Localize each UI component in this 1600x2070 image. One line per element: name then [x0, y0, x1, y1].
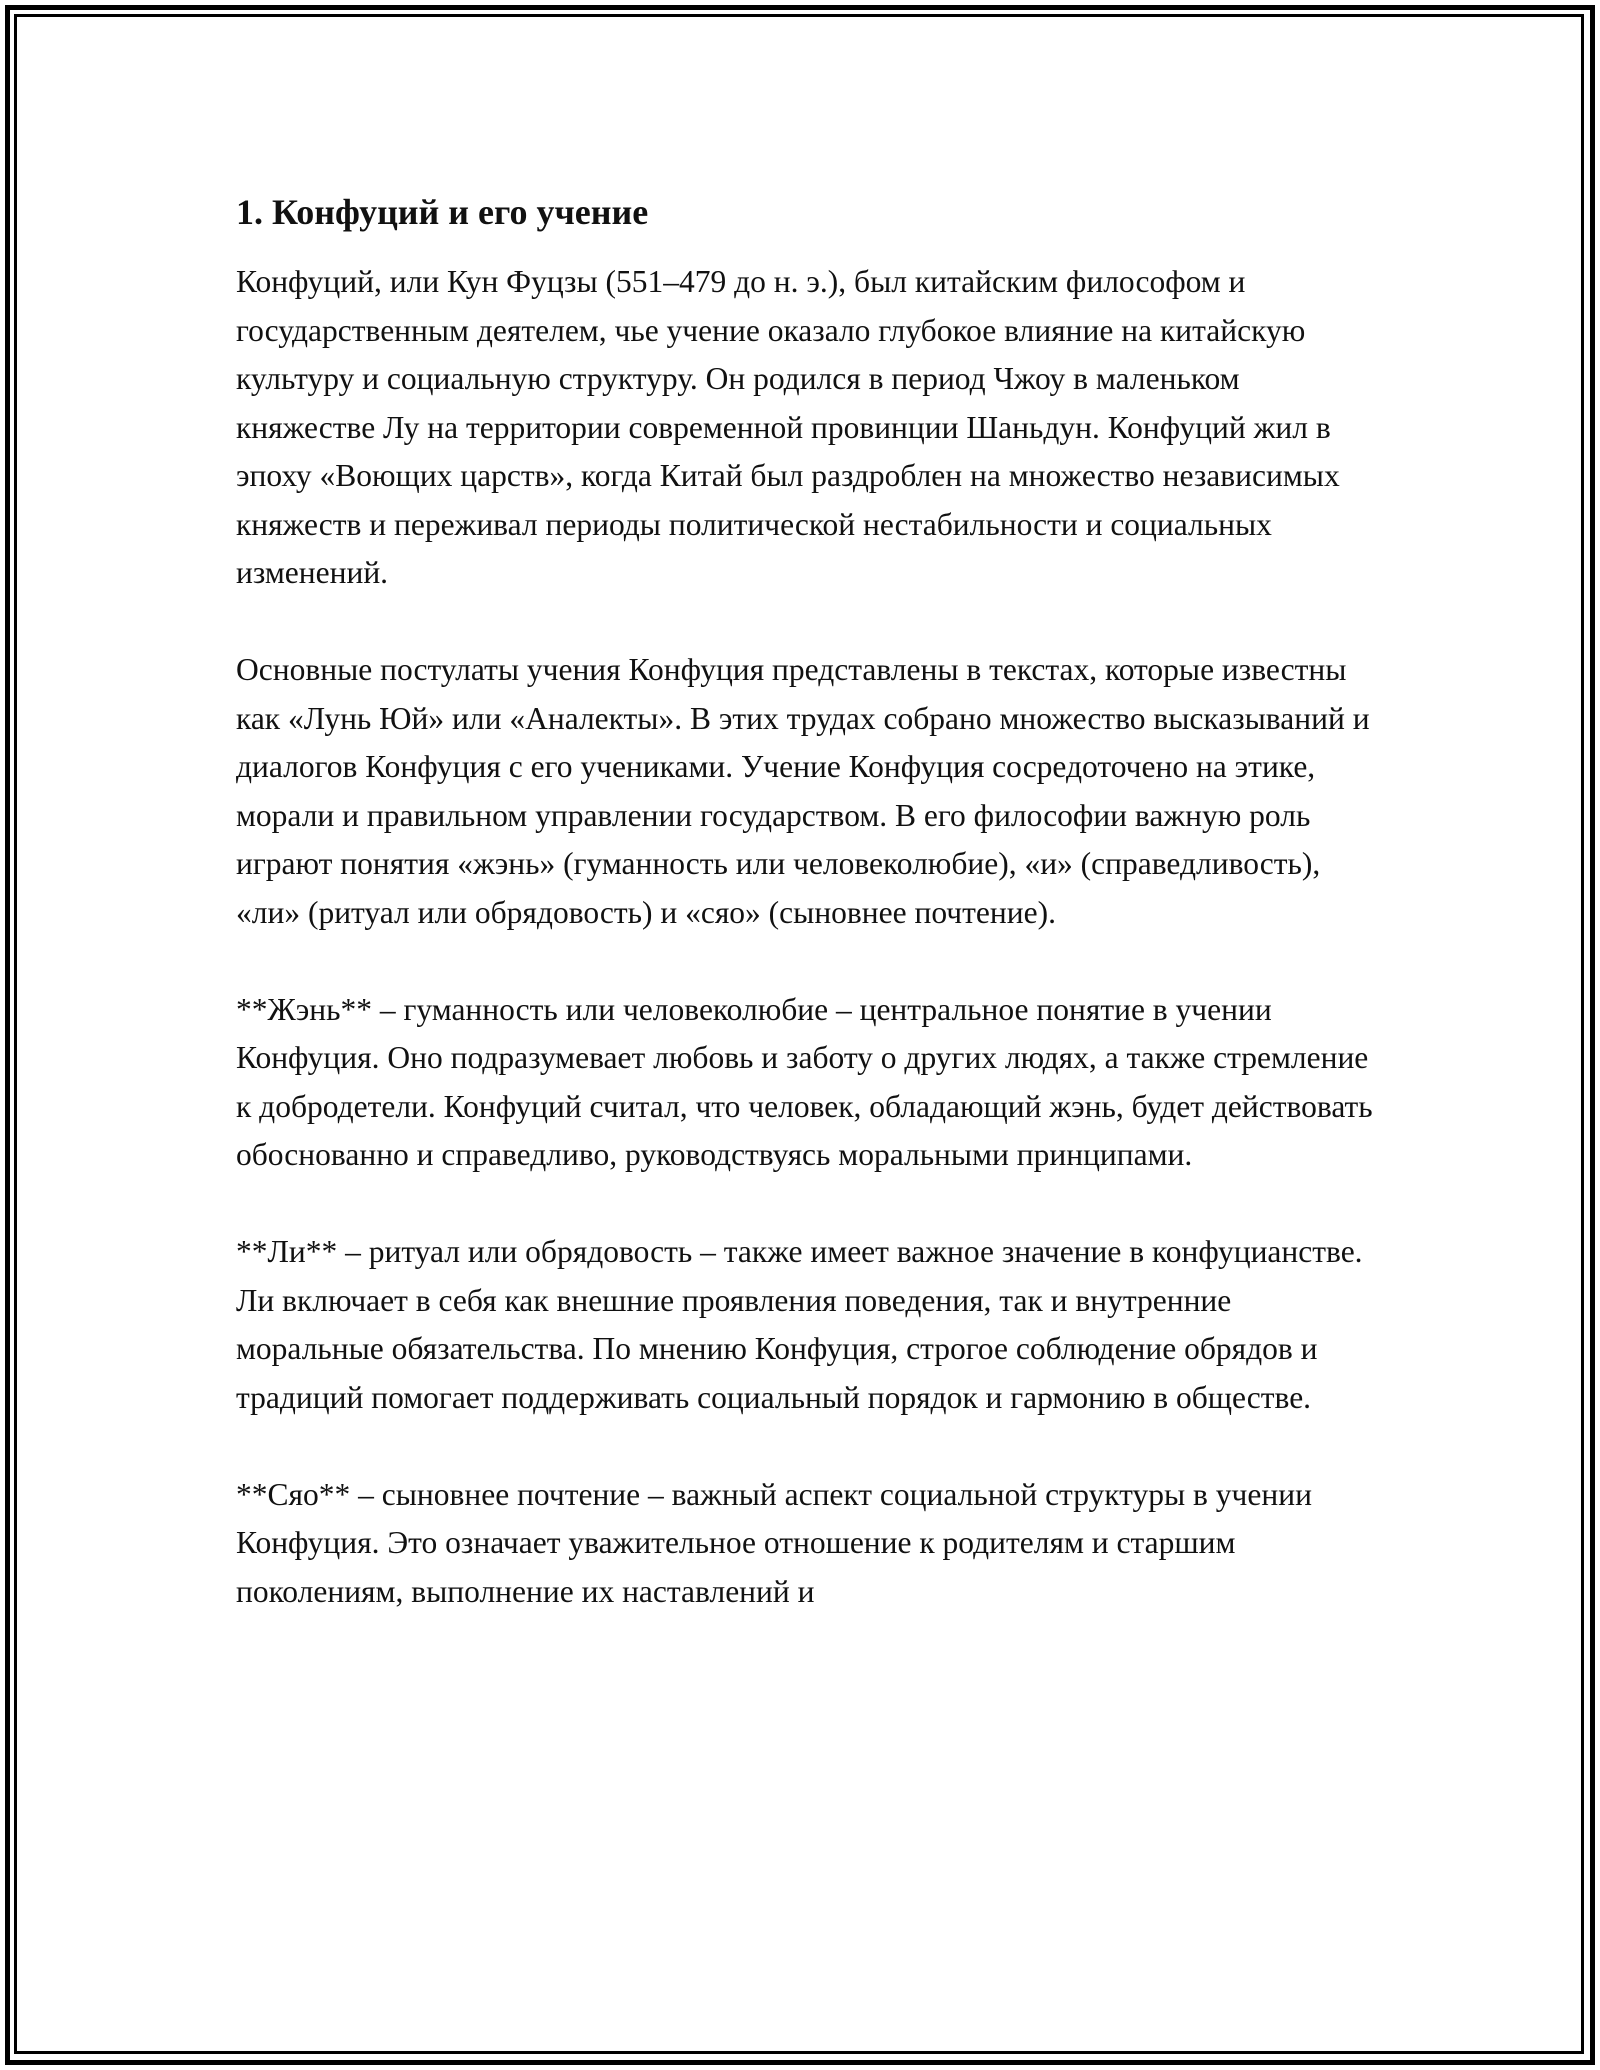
section-heading: 1. Конфуций и его учение — [236, 192, 649, 232]
paragraph-xiao: **Сяо** – сыновнее почтение – важный аспект социальной структуры в учении Конфуция. Это означает уважительное отношение к родителям и старшим поколениям, выполнение их наставлений и — [236, 1476, 1312, 1609]
paragraph-li: **Ли** – ритуал или обрядовость – также имеет важное значение в конфуцианстве. Ли включает в себя как внешние проявления поведения, так и внутренние моральные обязательства. По мнению Конфуция, строгое соблюдение обрядов и традиций помогает поддерживать социальный порядок и гармонию в обществе. — [236, 1234, 1363, 1415]
paragraph-biography: Конфуций, или Кун Фуцзы (551–479 до н. э.), был китайским философом и государственным деятелем, чье учение оказало глубокое влияние на китайскую культуру и социальную структуру. Он родился в период Чжоу в маленьком княжестве Лу на территории современной провинции Шаньдун. Конфуций жил в эпоху «Воющих царств», когда Китай был раздроблен на множество независимых княжеств и переживал периоды политической нестабильности и социальных изменений. — [236, 264, 1340, 590]
document-body — [236, 188, 1376, 1665]
paragraph-ren: **Жэнь** – гуманность или человеколюбие – центральное понятие в учении Конфуция. Оно подразумевает любовь и заботу о других людях, а также стремление к добродетели. Конфуций считал, что человек, обладающий жэнь, будет действовать обоснованно и справедливо, руководствуясь моральными принципами. — [236, 991, 1373, 1172]
paragraph-teachings: Основные постулаты учения Конфуция представлены в текстах, которые известны как «Лунь Юй» или «Аналекты». В этих трудах собрано множество высказываний и диалогов Конфуция с его учениками. Учение Конфуция сосредоточено на этике, морали и правильном управлении государством. В его философии важную роль играют понятия «жэнь» (гуманность или человеколюбие), «и» (справедливость), «ли» (ритуал или обрядовость) и «сяо» (сыновнее почтение). — [236, 652, 1370, 930]
